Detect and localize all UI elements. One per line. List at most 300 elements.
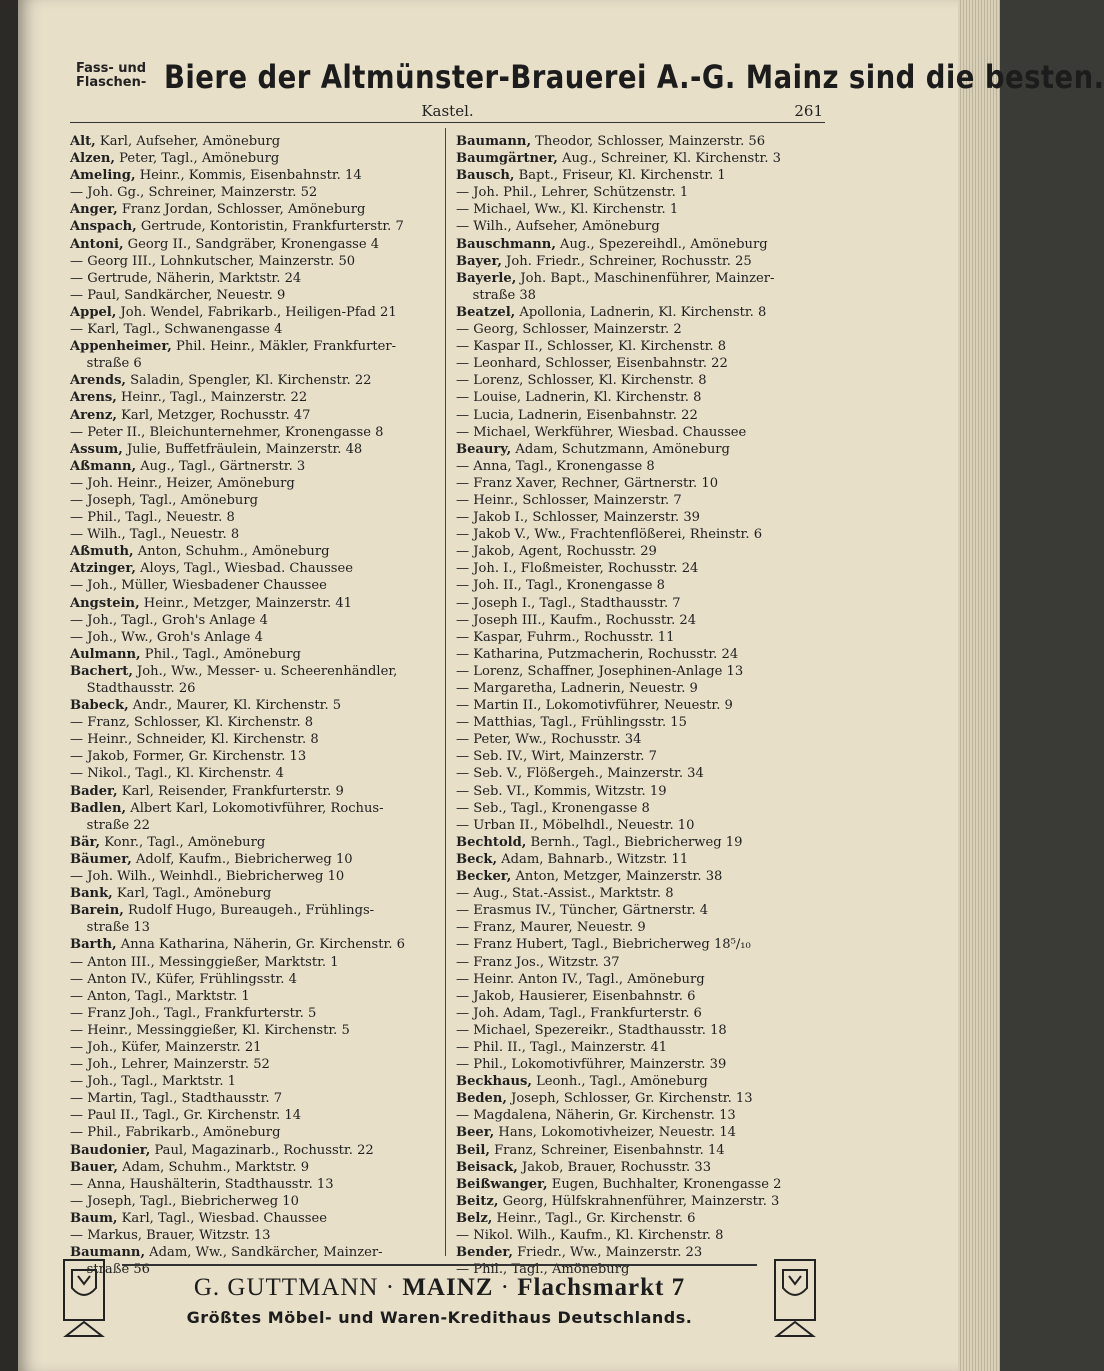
directory-entry	[456, 936, 832, 953]
entry-surname: Becker,	[456, 869, 512, 885]
entry-details: Bapt., Friseur, Kl. Kirchenstr. 1	[514, 168, 726, 184]
entry-details: — Jakob, Hausierer, Eisenbahnstr. 6	[456, 988, 696, 1004]
directory-entry	[70, 765, 446, 782]
directory-entry	[456, 748, 832, 765]
entry-details: — Georg, Schlosser, Mainzerstr. 2	[456, 322, 682, 338]
directory-entry	[70, 475, 446, 492]
directory-entry	[456, 868, 832, 885]
entry-details: — Kaspar, Fuhrm., Rochusstr. 11	[456, 629, 675, 645]
directory-entry	[456, 629, 832, 646]
entry-surname: Ameling,	[70, 168, 136, 184]
entry-details: Leonh., Tagl., Amöneburg	[531, 1074, 708, 1090]
directory-entry	[70, 1005, 446, 1022]
directory-entry	[456, 663, 832, 680]
entry-details: — Joh. Wilh., Weinhdl., Biebricherweg 10	[70, 869, 345, 885]
top-advertisement	[70, 58, 1104, 98]
entry-details: — Anton, Tagl., Marktstr. 1	[70, 988, 250, 1004]
directory-entry	[70, 133, 446, 150]
directory-entry	[456, 389, 832, 406]
entry-surname: Beisack,	[456, 1159, 518, 1175]
ad-city: MAINZ	[402, 1274, 494, 1301]
directory-entry	[456, 1124, 832, 1141]
bottom-advertisement	[62, 1258, 817, 1348]
entry-details: — Joh. II., Tagl., Kronengasse 8	[456, 578, 665, 594]
directory-entry	[70, 1090, 446, 1107]
entry-surname: Bechtold,	[456, 834, 527, 850]
entry-surname: Alzen,	[70, 151, 115, 167]
ad-company-name: G. GUTTMANN	[193, 1274, 379, 1301]
directory-entry	[456, 595, 832, 612]
entry-details: Konr., Tagl., Amöneburg	[100, 834, 266, 850]
directory-entry	[70, 577, 446, 594]
directory-entry	[70, 560, 446, 577]
entry-details: Karl, Metzger, Rochusstr. 47	[116, 407, 311, 423]
directory-entry	[70, 1039, 446, 1056]
directory-entry	[456, 646, 832, 663]
entry-details: Adam, Bahnarb., Witzstr. 11	[497, 851, 689, 867]
directory-entry	[70, 458, 446, 475]
entry-details: Franz Jordan, Schlosser, Amöneburg	[117, 202, 366, 218]
entry-details: — Matthias, Tagl., Frühlingsstr. 15	[456, 715, 687, 731]
directory-entry	[456, 218, 832, 235]
directory-entry	[456, 680, 832, 697]
entry-details: — Georg III., Lohnkutscher, Mainzerstr. 50	[70, 253, 356, 269]
entry-details: — Joh., Müller, Wiesbadener Chaussee	[70, 578, 327, 594]
entry-details: Stadthausstr. 26	[70, 681, 196, 696]
entry-surname: Beck,	[456, 851, 498, 867]
directory-entry	[456, 338, 832, 355]
entry-surname: Baudonier,	[70, 1142, 151, 1158]
directory-entry	[456, 424, 832, 441]
entry-details: Peter, Tagl., Amöneburg	[114, 151, 280, 167]
entry-details: — Louise, Ladnerin, Kl. Kirchenstr. 8	[456, 390, 702, 406]
entry-details: Rudolf Hugo, Bureaugeh., Frühlings-	[123, 903, 375, 919]
directory-entry	[456, 150, 832, 167]
directory-entry	[70, 304, 446, 321]
entry-details: Anton, Schuhm., Amöneburg	[133, 544, 330, 560]
directory-entry	[456, 800, 832, 817]
entry-details: Phil. Heinr., Mäkler, Frankfurter-	[171, 339, 397, 355]
directory-entry	[456, 184, 832, 201]
entry-details: — Michael, Spezereikr., Stadthausstr. 18	[456, 1022, 727, 1038]
directory-entry	[70, 236, 446, 253]
entry-details: Theodor, Schlosser, Mainzerstr. 56	[531, 134, 766, 149]
entry-details: straße 13	[70, 920, 151, 936]
ad-rule	[122, 1264, 757, 1266]
entry-details: Joseph, Schlosser, Gr. Kirchenstr. 13	[506, 1091, 753, 1107]
entry-surname: Beden,	[456, 1091, 507, 1107]
directory-entry	[456, 270, 832, 287]
directory-entry	[70, 971, 446, 988]
directory-entry	[70, 270, 446, 287]
entry-surname: Antoni,	[70, 236, 124, 252]
entry-details: — Gertrude, Näherin, Marktstr. 24	[70, 270, 302, 286]
entry-surname: Baum,	[70, 1210, 118, 1226]
directory-entry	[70, 680, 446, 697]
entry-details: — Franz, Maurer, Neuestr. 9	[456, 920, 646, 936]
entry-details: Anna Katharina, Näherin, Gr. Kirchenstr. 6	[116, 937, 406, 953]
entry-details: — Phil., Fabrikarb., Amöneburg	[70, 1125, 281, 1141]
entry-details: Anton, Metzger, Mainzerstr. 38	[511, 869, 723, 885]
directory-entry	[456, 1176, 832, 1193]
entry-details: — Franz Joh., Tagl., Frankfurterstr. 5	[70, 1005, 317, 1021]
directory-entry	[456, 287, 832, 304]
entry-surname: Arends,	[70, 373, 126, 389]
entry-details: — Seb. V., Flößergeh., Mainzerstr. 34	[456, 766, 704, 782]
entry-details: — Franz Jos., Witzstr. 37	[456, 954, 620, 970]
entry-details: — Erasmus IV., Tüncher, Gärtnerstr. 4	[456, 903, 709, 919]
directory-entry	[456, 492, 832, 509]
directory-entry	[70, 1193, 446, 1210]
directory-entry	[70, 543, 446, 560]
entry-surname: Beil,	[456, 1142, 490, 1158]
entry-details: Adolf, Kaufm., Biebricherweg 10	[131, 851, 353, 867]
entry-details: Franz, Schreiner, Eisenbahnstr. 14	[489, 1142, 725, 1158]
entry-surname: Beißwanger,	[456, 1176, 548, 1192]
entry-details: — Joh. I., Floßmeister, Rochusstr. 24	[456, 561, 699, 577]
entry-details: Friedr., Ww., Mainzerstr. 23	[512, 1245, 703, 1261]
page-edges	[958, 0, 1000, 1371]
entry-surname: Bär,	[70, 834, 101, 850]
directory-entry	[70, 184, 446, 201]
directory-entry	[456, 253, 832, 270]
directory-entry	[70, 731, 446, 748]
entry-details: — Magdalena, Näherin, Gr. Kirchenstr. 13	[456, 1108, 736, 1124]
directory-entry	[456, 201, 832, 218]
entry-details: straße 6	[70, 356, 142, 372]
entry-details: — Aug., Stat.-Assist., Marktstr. 8	[456, 886, 674, 902]
entry-surname: Appel,	[70, 304, 117, 320]
entry-surname: Beer,	[456, 1125, 495, 1141]
directory-entry	[456, 1142, 832, 1159]
entry-details: — Joh. Adam, Tagl., Frankfurterstr. 6	[456, 1005, 702, 1021]
directory-entry	[456, 1210, 832, 1227]
directory-entry	[70, 800, 446, 817]
entry-surname: Bayer,	[456, 253, 502, 269]
entry-details: — Joh., Ww., Groh's Anlage 4	[70, 629, 263, 645]
entry-details: Joh., Ww., Messer- u. Scheerenhändler,	[132, 663, 398, 679]
directory-entry	[70, 321, 446, 338]
directory-entry	[456, 304, 832, 321]
entry-surname: Baumgärtner,	[456, 151, 558, 167]
directory-entry	[70, 595, 446, 612]
directory-entry	[70, 355, 446, 372]
entry-details: Adam, Schuhm., Marktstr. 9	[117, 1159, 310, 1175]
directory-entry	[70, 783, 446, 800]
directory-entry	[456, 714, 832, 731]
entry-details: Phil., Tagl., Amöneburg	[140, 646, 301, 662]
entry-details: — Martin II., Lokomotivführer, Neuestr. 9	[456, 698, 733, 714]
directory-entry	[70, 389, 446, 406]
directory-entry	[456, 817, 832, 834]
entry-details: — Joh. Phil., Lehrer, Schützenstr. 1	[456, 185, 689, 201]
entry-surname: Bender,	[456, 1245, 513, 1261]
entry-surname: Bauer,	[70, 1159, 118, 1175]
directory-entry	[70, 1159, 446, 1176]
entry-details: — Franz, Schlosser, Kl. Kirchenstr. 8	[70, 715, 314, 731]
directory-entry	[70, 424, 446, 441]
entry-details: — Anna, Tagl., Kronengasse 8	[456, 458, 655, 474]
entry-details: Jakob, Brauer, Rochusstr. 33	[517, 1159, 712, 1175]
directory-entry	[456, 954, 832, 971]
directory-entry	[70, 817, 446, 834]
entry-surname: Barein,	[70, 903, 124, 919]
entry-details: — Margaretha, Ladnerin, Neuestr. 9	[456, 681, 698, 696]
entry-surname: Atzinger,	[70, 561, 136, 577]
entry-details: — Jakob I., Schlosser, Mainzerstr. 39	[456, 510, 700, 526]
entry-surname: Arens,	[70, 390, 117, 406]
entry-details: Paul, Magazinarb., Rochusstr. 22	[150, 1142, 374, 1158]
entry-details: Heinr., Kommis, Eisenbahnstr. 14	[135, 168, 362, 184]
directory-entry	[456, 902, 832, 919]
directory-entry	[456, 133, 832, 150]
entry-details: — Heinr., Schlosser, Mainzerstr. 7	[456, 492, 682, 508]
entry-surname: Assum,	[70, 441, 123, 457]
directory-entry	[456, 697, 832, 714]
directory-entry	[70, 1210, 446, 1227]
entry-details: — Franz Hubert, Tagl., Biebricherweg 18⁵/₁₀	[456, 937, 751, 953]
entry-details: straße 38	[456, 287, 537, 303]
directory-entry	[456, 731, 832, 748]
entry-details: — Anton IV., Küfer, Frühlingsstr. 4	[70, 971, 297, 987]
ad-headline: Biere der Altmünster-Brauerei A.-G. Mainz sind die besten.	[164, 58, 1104, 96]
directory-entry	[456, 407, 832, 424]
entry-details: — Joh., Tagl., Groh's Anlage 4	[70, 612, 268, 628]
entry-details: — Joh. Heinr., Heizer, Amöneburg	[70, 475, 295, 491]
directory-entry	[70, 902, 446, 919]
directory-entry	[456, 1005, 832, 1022]
entry-details: straße 22	[70, 817, 151, 833]
entry-surname: Babeck,	[70, 698, 129, 714]
directory-entry	[70, 988, 446, 1005]
directory-entry	[70, 936, 446, 953]
entry-surname: Bauschmann,	[456, 236, 556, 252]
entry-details: — Joseph, Tagl., Biebricherweg 10	[70, 1193, 299, 1209]
entry-details: — Phil. II., Tagl., Mainzerstr. 41	[456, 1039, 668, 1055]
entry-details: — Joh. Gg., Schreiner, Mainzerstr. 52	[70, 185, 318, 201]
ad-small-text: Fass- und Flaschen-	[76, 61, 147, 90]
entry-surname: Badlen,	[70, 800, 127, 816]
directory-entry	[456, 765, 832, 782]
entry-details: — Martin, Tagl., Stadthausstr. 7	[70, 1091, 283, 1107]
entry-details: — Jakob V., Ww., Frachtenflößerei, Rheinstr. 6	[456, 527, 763, 543]
directory-entry	[70, 287, 446, 304]
directory-entry	[456, 355, 832, 372]
directory-entry	[456, 509, 832, 526]
entry-surname: Anspach,	[70, 219, 137, 235]
directory-entry	[456, 1022, 832, 1039]
directory-entry	[70, 885, 446, 902]
entry-details: — Lucia, Ladnerin, Eisenbahnstr. 22	[456, 407, 698, 423]
entry-details: — Urban II., Möbelhdl., Neuestr. 10	[456, 817, 695, 833]
entry-surname: Aulmann,	[70, 646, 141, 662]
directory-entry	[70, 407, 446, 424]
directory-entry	[70, 372, 446, 389]
entry-details: Julie, Buffetfräulein, Mainzerstr. 48	[122, 441, 363, 457]
directory-entry	[70, 150, 446, 167]
entry-details: Georg, Hülfskrahnenführer, Mainzerstr. 3	[498, 1193, 780, 1209]
directory-entry	[456, 1090, 832, 1107]
directory-entry	[456, 475, 832, 492]
entry-surname: Beitz,	[456, 1193, 499, 1209]
entry-surname: Bader,	[70, 783, 118, 799]
entry-details: Heinr., Tagl., Mainzerstr. 22	[116, 390, 308, 406]
entry-details: — Michael, Ww., Kl. Kirchenstr. 1	[456, 202, 679, 218]
entry-details: — Joseph, Tagl., Amöneburg	[70, 492, 258, 508]
entry-details: Karl, Reisender, Frankfurterstr. 9	[117, 783, 344, 799]
entry-details: Heinr., Metzger, Mainzerstr. 41	[139, 595, 353, 611]
entry-surname: Aßmuth,	[70, 544, 134, 560]
entry-surname: Bachert,	[70, 663, 133, 679]
entry-details: Bernh., Tagl., Biebricherweg 19	[526, 834, 743, 850]
entry-details: — Joseph I., Tagl., Stadthausstr. 7	[456, 595, 681, 611]
entry-details: Adam, Ww., Sandkärcher, Mainzer-	[145, 1245, 383, 1261]
entry-details: — Heinr., Schneider, Kl. Kirchenstr. 8	[70, 732, 319, 748]
directory-entry	[70, 919, 446, 936]
ad-company-line	[62, 1274, 817, 1302]
entry-details: — Michael, Werkführer, Wiesbad. Chaussee	[456, 424, 747, 440]
directory-entry	[70, 851, 446, 868]
entry-details: — Lorenz, Schaffner, Josephinen-Anlage 13	[456, 663, 744, 679]
entry-surname: Beatzel,	[456, 304, 516, 320]
directory-entry	[70, 441, 446, 458]
directory-entry	[70, 1176, 446, 1193]
directory-entry	[456, 919, 832, 936]
entry-details: Aug., Schreiner, Kl. Kirchenstr. 3	[557, 151, 781, 167]
directory-entry	[456, 885, 832, 902]
entry-details: Apollonia, Ladnerin, Kl. Kirchenstr. 8	[515, 304, 767, 320]
entry-surname: Appenheimer,	[70, 339, 172, 355]
directory-entry	[456, 372, 832, 389]
entry-surname: Alt,	[70, 134, 96, 149]
entry-surname: Beaury,	[456, 441, 512, 457]
directory-entry	[70, 629, 446, 646]
entry-details: Joh. Wendel, Fabrikarb., Heiligen-Pfad 21	[116, 304, 397, 320]
entry-surname: Aßmann,	[70, 458, 137, 474]
directory-entry	[70, 526, 446, 543]
entry-details: — Joh., Tagl., Marktstr. 1	[70, 1074, 237, 1090]
entry-details: — Markus, Brauer, Witzstr. 13	[70, 1228, 271, 1243]
entry-details: Karl, Tagl., Amöneburg	[112, 886, 272, 902]
directory-entry	[70, 697, 446, 714]
ad-separator: ·	[378, 1274, 403, 1301]
entry-surname: Angstein,	[70, 595, 140, 611]
entry-details: straße 56	[70, 1262, 151, 1278]
entry-details: Albert Karl, Lokomotivführer, Rochus-	[126, 800, 384, 816]
entry-surname: Bausch,	[456, 168, 515, 184]
directory-entry	[70, 253, 446, 270]
directory-entry	[456, 971, 832, 988]
directory-entry	[456, 526, 832, 543]
entry-details: — Peter, Ww., Rochusstr. 34	[456, 732, 642, 748]
directory-entry	[70, 714, 446, 731]
entry-details: — Kaspar II., Schlosser, Kl. Kirchenstr. 8	[456, 339, 727, 355]
directory-entry	[70, 218, 446, 235]
directory-entry	[456, 1159, 832, 1176]
entry-details: — Katharina, Putzmacherin, Rochusstr. 24	[456, 646, 739, 662]
entry-details: Aug., Tagl., Gärtnerstr. 3	[136, 458, 306, 474]
directory-entry	[456, 441, 832, 458]
entry-details: — Joseph III., Kaufm., Rochusstr. 24	[456, 612, 697, 628]
entry-details: — Karl, Tagl., Schwanengasse 4	[70, 322, 283, 338]
entry-details: Karl, Aufseher, Amöneburg	[95, 134, 281, 149]
directory-entry	[456, 783, 832, 800]
entry-details: Adam, Schutzmann, Amöneburg	[511, 441, 730, 457]
directory-entry	[70, 868, 446, 885]
directory-entry	[70, 509, 446, 526]
directory-entry	[70, 1022, 446, 1039]
directory-entry	[456, 851, 832, 868]
entry-details: — Seb. IV., Wirt, Mainzerstr. 7	[456, 749, 657, 765]
entry-surname: Belz,	[456, 1210, 493, 1226]
entry-details: — Phil., Tagl., Neuestr. 8	[70, 510, 235, 526]
entry-details: — Franz Xaver, Rechner, Gärtnerstr. 10	[456, 475, 719, 491]
entry-details: Andr., Maurer, Kl. Kirchenstr. 5	[128, 698, 342, 714]
entry-details: — Nikol., Tagl., Kl. Kirchenstr. 4	[70, 766, 284, 782]
entry-details: — Leonhard, Schlosser, Eisenbahnstr. 22	[456, 356, 728, 372]
directory-entry	[70, 338, 446, 355]
entry-details: — Paul II., Tagl., Gr. Kirchenstr. 14	[70, 1108, 302, 1124]
directory-entry	[456, 834, 832, 851]
entry-surname: Bayerle,	[456, 270, 517, 286]
directory-entry	[456, 236, 832, 253]
directory-entry	[456, 321, 832, 338]
crest-icon	[773, 1258, 817, 1338]
entry-details: — Wilh., Aufseher, Amöneburg	[456, 219, 660, 235]
entry-details: — Joh., Küfer, Mainzerstr. 21	[70, 1039, 262, 1055]
entry-details: — Heinr., Messinggießer, Kl. Kirchenstr. 5	[70, 1022, 350, 1038]
entry-details: Gertrude, Kontoristin, Frankfurterstr. 7	[136, 219, 404, 235]
directory-entry	[70, 1073, 446, 1090]
directory-entry	[456, 543, 832, 560]
directory-entry	[70, 1124, 446, 1141]
directory-entry	[456, 1227, 832, 1244]
entry-details: — Phil., Lokomotivführer, Mainzerstr. 39	[456, 1057, 727, 1073]
entry-details: — Jakob, Former, Gr. Kirchenstr. 13	[70, 749, 307, 765]
entry-details: — Peter II., Bleichunternehmer, Kronengasse 8	[70, 424, 384, 440]
directory-entry	[456, 167, 832, 184]
entry-details: Aug., Spezereihdl., Amöneburg	[555, 236, 768, 252]
entry-details: — Joh., Lehrer, Mainzerstr. 52	[70, 1057, 270, 1073]
entry-details: Eugen, Buchhalter, Kronengasse 2	[547, 1176, 782, 1192]
entry-details: — Seb., Tagl., Kronengasse 8	[456, 800, 650, 816]
entry-details: — Heinr. Anton IV., Tagl., Amöneburg	[456, 971, 705, 987]
entry-details: — Anna, Haushälterin, Stadthausstr. 13	[70, 1176, 334, 1192]
directory-entry	[70, 954, 446, 971]
entry-surname: Bäumer,	[70, 851, 132, 867]
directory-entry	[456, 988, 832, 1005]
directory-entry	[70, 834, 446, 851]
directory-entry	[70, 646, 446, 663]
entry-details: Heinr., Tagl., Gr. Kirchenstr. 6	[492, 1210, 696, 1226]
ad-slogan: Größtes Möbel- und Waren-Kredithaus Deutschlands.	[186, 1308, 693, 1327]
entry-surname: Barth,	[70, 937, 117, 953]
entry-surname: Anger,	[70, 202, 118, 218]
directory-entry	[456, 560, 832, 577]
entry-details: Hans, Lokomotivheizer, Neuestr. 14	[494, 1125, 736, 1141]
directory-entry	[456, 612, 832, 629]
directory-entry	[70, 1056, 446, 1073]
entry-details: — Anton III., Messinggießer, Marktstr. 1	[70, 954, 339, 970]
entry-surname: Arenz,	[70, 407, 117, 423]
entry-details: Joh. Friedr., Schreiner, Rochusstr. 25	[502, 253, 752, 269]
directory-entry	[456, 577, 832, 594]
directory-entry	[456, 1193, 832, 1210]
page-number: 261	[794, 102, 823, 120]
directory-entry	[70, 492, 446, 509]
ad-street: Flachsmarkt 7	[517, 1274, 686, 1301]
book-gutter-shadow	[0, 0, 18, 1371]
